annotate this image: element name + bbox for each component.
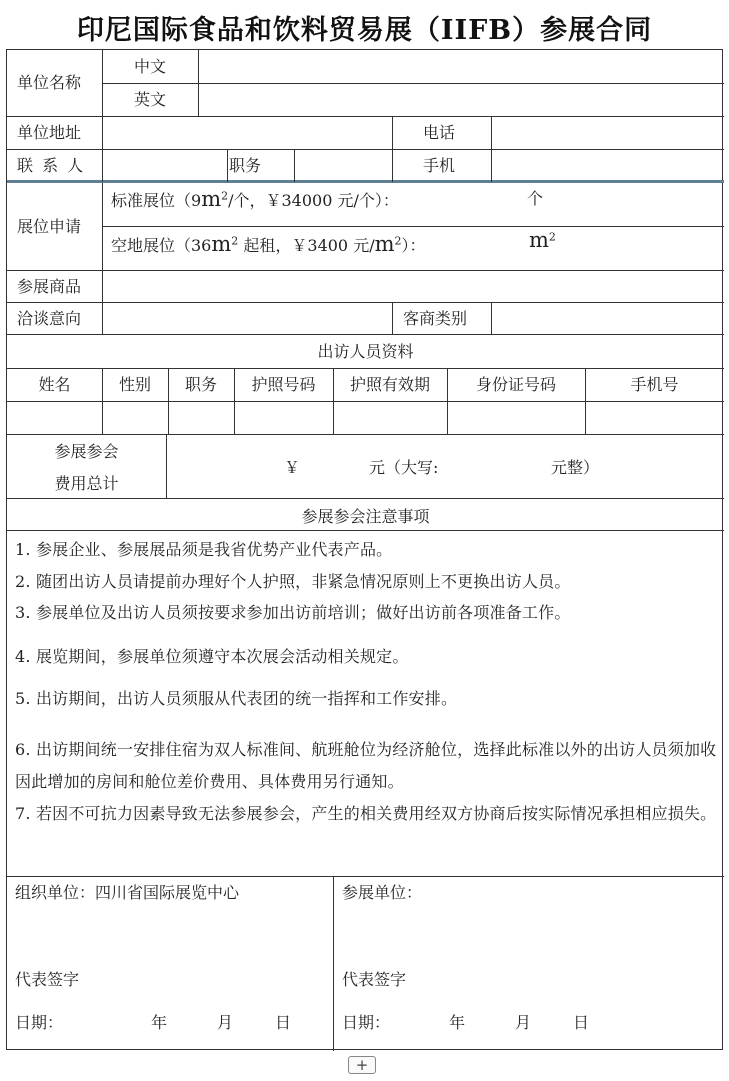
- note-item: 5. 出访期间，出访人员须服从代表团的统一指挥和工作安排。: [15, 689, 458, 708]
- note-item: 4. 展览期间，参展单位须遵守本次展会活动相关规定。: [15, 647, 409, 666]
- organizer-sign: 代表签字: [15, 970, 80, 989]
- mobile-field[interactable]: [492, 150, 723, 180]
- standard-booth-unit: 个: [527, 189, 544, 208]
- note-item: 7. 若因不可抗力因素导致无法参展参会，产生的相关费用经双方协商后按实际情况承担相应损失。: [15, 804, 717, 823]
- phone-label: 电话: [423, 123, 456, 142]
- col-mobile: 手机号: [630, 375, 679, 394]
- contact-field[interactable]: [103, 150, 227, 180]
- exhibitor-day: 日: [573, 1013, 590, 1032]
- fee-currency: ￥: [284, 458, 301, 477]
- exhibitor-sign: 代表签字: [342, 970, 407, 989]
- standard-booth-line: 标准展位（$9m^2/$个，￥34000 元/个）：: [111, 187, 399, 211]
- col-passport-expiry: 护照有效期: [349, 375, 430, 394]
- booth-label: 展位申请: [17, 217, 82, 236]
- organizer-date: 日期：: [15, 1013, 64, 1032]
- col-gender: 性别: [118, 375, 151, 394]
- personnel-row[interactable]: [8, 402, 723, 434]
- position-field[interactable]: [295, 150, 392, 180]
- note-item: 2. 随团出访人员请提前办理好个人护照，非紧急情况原则上不更换出访人员。: [15, 572, 571, 591]
- fee-label-2: 费用总计: [54, 474, 119, 493]
- organizer-month: 月: [217, 1013, 234, 1032]
- phone-field[interactable]: [492, 117, 723, 149]
- col-position: 职务: [184, 375, 217, 394]
- exhibitor-date: 日期：: [342, 1013, 391, 1032]
- company-cn-label: 中文: [133, 57, 166, 76]
- fee-end: 元整）: [551, 458, 600, 477]
- fee-unit: 元（大写:: [369, 458, 439, 477]
- exhibitor-label: 参展单位：: [342, 883, 423, 902]
- position-label: 职务: [229, 156, 262, 175]
- note-item: 3. 参展单位及出访人员须按要求参加出访前培训；做好出访前各项准备工作。: [15, 603, 571, 622]
- contact-label: 联 系 人: [17, 156, 86, 175]
- products-label: 参展商品: [17, 277, 82, 296]
- notes-title: 参展参会注意事项: [301, 507, 430, 526]
- page-title: 印尼国际食品和饮料贸易展（IIFB）参展合同: [76, 15, 653, 46]
- buyer-type-label: 客商类别: [403, 309, 468, 328]
- space-booth-unit: $m^2$: [529, 228, 556, 252]
- space-booth-line: 空地展位（$36m^2$ 起租，￥3400 元$/m^2$）：: [111, 232, 426, 256]
- mobile-label: 手机: [423, 156, 456, 175]
- personnel-title: 出访人员资料: [317, 342, 414, 361]
- organizer-year: 年: [151, 1013, 168, 1032]
- note-item: 1. 参展企业、参展展品须是我省优势产业代表产品。: [15, 540, 393, 559]
- add-row-button[interactable]: +: [348, 1056, 376, 1074]
- col-id-no: 身份证号码: [475, 375, 556, 394]
- col-name: 姓名: [38, 375, 71, 394]
- company-name-label: 单位名称: [17, 73, 82, 92]
- products-field[interactable]: [103, 271, 723, 302]
- company-cn-field[interactable]: [199, 51, 723, 83]
- buyer-type-field[interactable]: [492, 303, 723, 334]
- organizer-label: 组织单位：四川省国际展览中心: [15, 883, 240, 902]
- intent-field[interactable]: [103, 303, 392, 334]
- company-en-label: 英文: [133, 90, 166, 109]
- exhibitor-month: 月: [515, 1013, 532, 1032]
- exhibitor-field[interactable]: [334, 900, 723, 960]
- address-label: 单位地址: [17, 123, 82, 142]
- contract-form: [6, 49, 723, 1050]
- intent-label: 洽谈意向: [17, 309, 82, 328]
- section-divider: [7, 180, 724, 183]
- address-field[interactable]: [103, 117, 392, 149]
- col-passport-no: 护照号码: [251, 375, 316, 394]
- exhibitor-year: 年: [449, 1013, 466, 1032]
- organizer-day: 日: [275, 1013, 292, 1032]
- note-item: 6. 出访期间统一安排住宿为双人标准间、航班舱位为经济舱位，选择此标准以外的出访人员须加收因此增加的房间和舱位差价费用、具体费用另行通知。: [15, 740, 717, 791]
- company-en-field[interactable]: [199, 84, 723, 116]
- fee-label-1: 参展参会: [54, 442, 119, 461]
